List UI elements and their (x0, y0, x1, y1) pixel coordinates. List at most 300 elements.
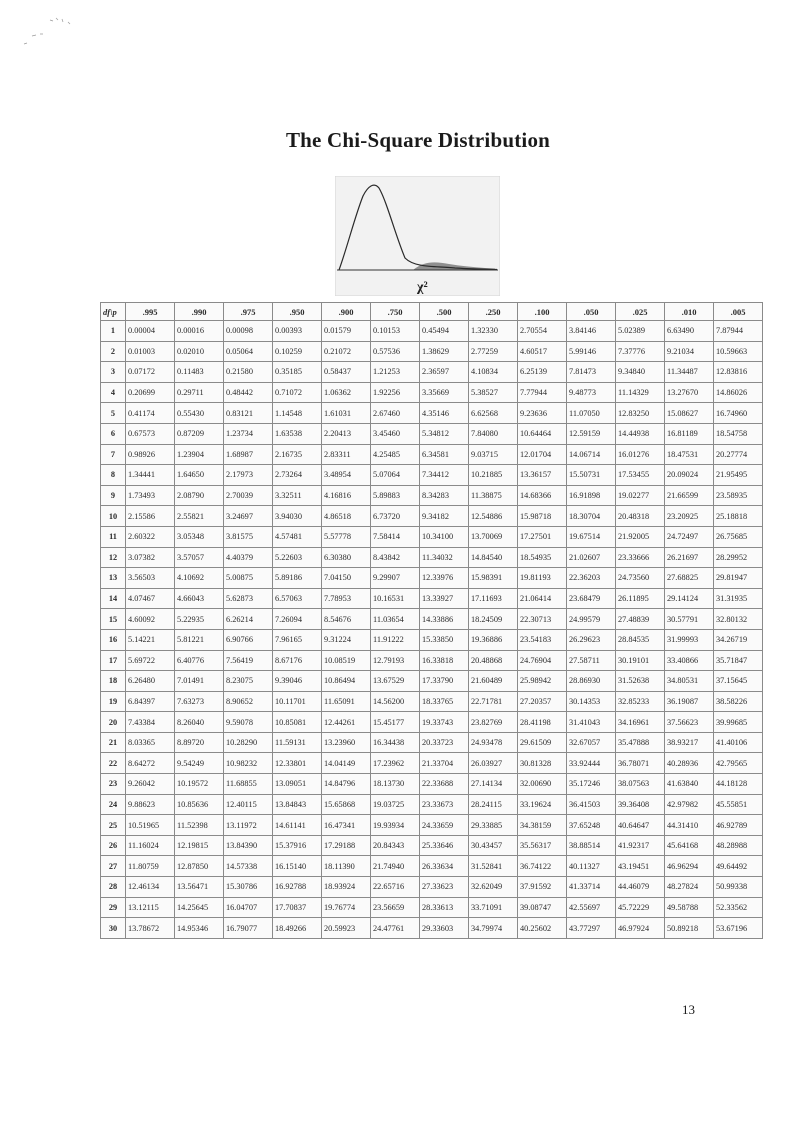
table-cell: 17.33790 (420, 671, 469, 692)
chi-square-curve-figure (335, 176, 500, 296)
df-cell: 24 (101, 794, 126, 815)
table-cell: 28.24115 (469, 794, 518, 815)
table-cell: 0.00016 (175, 321, 224, 342)
table-cell: 39.99685 (714, 712, 763, 733)
table-cell: 14.95346 (175, 918, 224, 939)
table-cell: 1.68987 (224, 444, 273, 465)
table-cell: 14.57338 (224, 856, 273, 877)
table-cell: 27.58711 (567, 650, 616, 671)
table-cell: 16.74960 (714, 403, 763, 424)
column-header: .250 (469, 303, 518, 321)
table-row (101, 691, 763, 712)
table-cell: 16.01276 (616, 444, 665, 465)
table-cell: 8.89720 (175, 732, 224, 753)
table-cell: 1.64650 (175, 465, 224, 486)
table-row (101, 506, 763, 527)
table-cell: 37.91592 (518, 877, 567, 898)
table-cell: 4.35146 (420, 403, 469, 424)
table-cell: 0.21072 (322, 341, 371, 362)
table-cell: 0.57536 (371, 341, 420, 362)
table-cell: 14.68366 (518, 485, 567, 506)
table-cell: 8.03365 (126, 732, 175, 753)
table-cell: 38.58226 (714, 691, 763, 712)
table-cell: 23.68479 (567, 588, 616, 609)
table-cell: 0.29711 (175, 382, 224, 403)
table-cell: 16.04707 (224, 897, 273, 918)
table-cell: 44.18128 (714, 774, 763, 795)
table-cell: 1.06362 (322, 382, 371, 403)
table-cell: 28.86930 (567, 671, 616, 692)
table-cell: 18.13730 (371, 774, 420, 795)
table-cell: 2.73264 (273, 465, 322, 486)
table-row (101, 341, 763, 362)
table-cell: 1.34441 (126, 465, 175, 486)
table-cell: 22.33688 (420, 774, 469, 795)
table-cell: 30.57791 (665, 609, 714, 630)
table-cell: 7.58414 (371, 526, 420, 547)
table-cell: 8.43842 (371, 547, 420, 568)
table-cell: 5.89883 (371, 485, 420, 506)
table-cell: 13.67529 (371, 671, 420, 692)
table-cell: 0.07172 (126, 362, 175, 383)
df-cell: 10 (101, 506, 126, 527)
table-cell: 42.97982 (665, 794, 714, 815)
table-cell: 1.61031 (322, 403, 371, 424)
table-cell: 2.36597 (420, 362, 469, 383)
figure-background (335, 176, 500, 296)
table-cell: 20.33723 (420, 732, 469, 753)
table-cell: 7.81473 (567, 362, 616, 383)
table-cell: 18.24509 (469, 609, 518, 630)
df-cell: 14 (101, 588, 126, 609)
table-cell: 37.15645 (714, 671, 763, 692)
table-row (101, 444, 763, 465)
table-cell: 20.48318 (616, 506, 665, 527)
table-cell: 16.15140 (273, 856, 322, 877)
column-header: .750 (371, 303, 420, 321)
table-row (101, 877, 763, 898)
table-cell: 7.26094 (273, 609, 322, 630)
table-cell: 30.19101 (616, 650, 665, 671)
table-cell: 13.70069 (469, 526, 518, 547)
table-row (101, 835, 763, 856)
table-cell: 6.34581 (420, 444, 469, 465)
table-cell: 18.54758 (714, 423, 763, 444)
table-cell: 2.77259 (469, 341, 518, 362)
table-header-row (101, 303, 763, 321)
table-cell: 4.86518 (322, 506, 371, 527)
table-cell: 38.88514 (567, 835, 616, 856)
table-cell: 21.92005 (616, 526, 665, 547)
table-cell: 35.47888 (616, 732, 665, 753)
table-cell: 9.29907 (371, 568, 420, 589)
table-cell: 8.34283 (420, 485, 469, 506)
table-cell: 10.98232 (224, 753, 273, 774)
table-cell: 37.56623 (665, 712, 714, 733)
table-cell: 21.02607 (567, 547, 616, 568)
table-cell: 19.67514 (567, 526, 616, 547)
table-row (101, 712, 763, 733)
table-cell: 7.77944 (518, 382, 567, 403)
table-cell: 40.64647 (616, 815, 665, 836)
table-cell: 7.63273 (175, 691, 224, 712)
table-cell: 12.83816 (714, 362, 763, 383)
table-cell: 39.08747 (518, 897, 567, 918)
table-cell: 20.84343 (371, 835, 420, 856)
table-cell: 33.40866 (665, 650, 714, 671)
table-cell: 26.75685 (714, 526, 763, 547)
table-cell: 1.92256 (371, 382, 420, 403)
table-cell: 45.55851 (714, 794, 763, 815)
table-cell: 0.10153 (371, 321, 420, 342)
table-cell: 11.80759 (126, 856, 175, 877)
table-cell: 1.38629 (420, 341, 469, 362)
table-cell: 12.54886 (469, 506, 518, 527)
table-cell: 38.93217 (665, 732, 714, 753)
table-cell: 7.01491 (175, 671, 224, 692)
table-row (101, 671, 763, 692)
table-cell: 3.32511 (273, 485, 322, 506)
table-cell: 13.33927 (420, 588, 469, 609)
table-cell: 4.57481 (273, 526, 322, 547)
table-cell: 31.41043 (567, 712, 616, 733)
table-cell: 11.07050 (567, 403, 616, 424)
table-cell: 10.28290 (224, 732, 273, 753)
table-cell: 7.34412 (420, 465, 469, 486)
table-cell: 50.99338 (714, 877, 763, 898)
table-cell: 2.67460 (371, 403, 420, 424)
table-cell: 48.27824 (665, 877, 714, 898)
table-cell: 37.65248 (567, 815, 616, 836)
table-cell: 18.30704 (567, 506, 616, 527)
table-cell: 31.99993 (665, 629, 714, 650)
table-cell: 10.19572 (175, 774, 224, 795)
table-cell: 9.23636 (518, 403, 567, 424)
table-cell: 11.91222 (371, 629, 420, 650)
table-cell: 44.46079 (616, 877, 665, 898)
table-cell: 30.81328 (518, 753, 567, 774)
column-header: .500 (420, 303, 469, 321)
table-cell: 49.64492 (714, 856, 763, 877)
table-cell: 2.17973 (224, 465, 273, 486)
df-cell: 27 (101, 856, 126, 877)
table-cell: 4.10834 (469, 362, 518, 383)
table-cell: 10.11701 (273, 691, 322, 712)
table-cell: 28.84535 (616, 629, 665, 650)
table-cell: 0.55430 (175, 403, 224, 424)
table-cell: 9.59078 (224, 712, 273, 733)
table-cell: 36.74122 (518, 856, 567, 877)
table-cell: 52.33562 (714, 897, 763, 918)
table-row (101, 918, 763, 939)
df-cell: 6 (101, 423, 126, 444)
table-cell: 22.65716 (371, 877, 420, 898)
page-number: 13 (682, 1002, 695, 1017)
table-cell: 8.26040 (175, 712, 224, 733)
table-cell: 11.03654 (371, 609, 420, 630)
table-cell: 17.23962 (371, 753, 420, 774)
table-cell: 5.22935 (175, 609, 224, 630)
table-cell: 13.12115 (126, 897, 175, 918)
table-cell: 11.65091 (322, 691, 371, 712)
table-cell: 27.20357 (518, 691, 567, 712)
table-cell: 24.73560 (616, 568, 665, 589)
table-cell: 12.40115 (224, 794, 273, 815)
table-cell: 30.14353 (567, 691, 616, 712)
table-cell: 3.35669 (420, 382, 469, 403)
table-cell: 53.67196 (714, 918, 763, 939)
table-cell: 10.34100 (420, 526, 469, 547)
table-cell: 6.73720 (371, 506, 420, 527)
table-row (101, 526, 763, 547)
table-cell: 9.21034 (665, 341, 714, 362)
table-cell: 3.84146 (567, 321, 616, 342)
table-cell: 11.34487 (665, 362, 714, 383)
table-cell: 5.62873 (224, 588, 273, 609)
table-cell: 41.40106 (714, 732, 763, 753)
table-cell: 20.48868 (469, 650, 518, 671)
table-cell: 6.40776 (175, 650, 224, 671)
df-cell: 13 (101, 568, 126, 589)
table-cell: 33.92444 (567, 753, 616, 774)
column-header: .995 (126, 303, 175, 321)
table-row (101, 588, 763, 609)
table-cell: 23.54183 (518, 629, 567, 650)
table-cell: 18.33765 (420, 691, 469, 712)
table-cell: 0.00004 (126, 321, 175, 342)
table-cell: 0.67573 (126, 423, 175, 444)
table-cell: 1.32330 (469, 321, 518, 342)
df-cell: 3 (101, 362, 126, 383)
df-cell: 26 (101, 835, 126, 856)
table-cell: 23.20925 (665, 506, 714, 527)
table-cell: 9.54249 (175, 753, 224, 774)
table-row (101, 465, 763, 486)
table-cell: 8.64272 (126, 753, 175, 774)
table-cell: 29.81947 (714, 568, 763, 589)
table-cell: 5.38527 (469, 382, 518, 403)
table-cell: 4.66043 (175, 588, 224, 609)
table-cell: 26.33634 (420, 856, 469, 877)
table-cell: 11.59131 (273, 732, 322, 753)
table-cell: 40.11327 (567, 856, 616, 877)
table-cell: 9.39046 (273, 671, 322, 692)
table-cell: 20.09024 (665, 465, 714, 486)
df-cell: 4 (101, 382, 126, 403)
table-cell: 2.70039 (224, 485, 273, 506)
column-header: .005 (714, 303, 763, 321)
table-cell: 5.99146 (567, 341, 616, 362)
table-cell: 9.88623 (126, 794, 175, 815)
table-cell: 11.16024 (126, 835, 175, 856)
table-cell: 7.78953 (322, 588, 371, 609)
table-cell: 50.89218 (665, 918, 714, 939)
table-cell: 5.69722 (126, 650, 175, 671)
table-cell: 5.89186 (273, 568, 322, 589)
table-cell: 7.04150 (322, 568, 371, 589)
table-cell: 1.23904 (175, 444, 224, 465)
chi-square-table-wrapper (100, 302, 763, 939)
table-cell: 45.72229 (616, 897, 665, 918)
table-cell: 5.02389 (616, 321, 665, 342)
table-cell: 15.37916 (273, 835, 322, 856)
table-cell: 12.59159 (567, 423, 616, 444)
table-cell: 10.85081 (273, 712, 322, 733)
table-cell: 10.59663 (714, 341, 763, 362)
table-row (101, 568, 763, 589)
table-cell: 2.60322 (126, 526, 175, 547)
table-cell: 17.11693 (469, 588, 518, 609)
table-cell: 13.23960 (322, 732, 371, 753)
table-cell: 1.23734 (224, 423, 273, 444)
table-cell: 5.14221 (126, 629, 175, 650)
table-cell: 23.33673 (420, 794, 469, 815)
df-cell: 2 (101, 341, 126, 362)
table-cell: 45.64168 (665, 835, 714, 856)
table-cell: 4.60092 (126, 609, 175, 630)
table-cell: 3.05348 (175, 526, 224, 547)
table-cell: 2.15586 (126, 506, 175, 527)
table-cell: 7.37776 (616, 341, 665, 362)
table-cell: 33.71091 (469, 897, 518, 918)
table-cell: 18.93924 (322, 877, 371, 898)
table-cell: 14.44938 (616, 423, 665, 444)
table-cell: 21.74940 (371, 856, 420, 877)
table-cell: 14.84540 (469, 547, 518, 568)
table-cell: 41.63840 (665, 774, 714, 795)
table-cell: 14.25645 (175, 897, 224, 918)
table-cell: 4.10692 (175, 568, 224, 589)
table-cell: 26.11895 (616, 588, 665, 609)
column-header: .900 (322, 303, 371, 321)
table-row (101, 650, 763, 671)
table-cell: 0.20699 (126, 382, 175, 403)
table-row (101, 815, 763, 836)
table-cell: 4.40379 (224, 547, 273, 568)
table-cell: 14.56200 (371, 691, 420, 712)
table-cell: 44.31410 (665, 815, 714, 836)
table-cell: 29.14124 (665, 588, 714, 609)
df-cell: 20 (101, 712, 126, 733)
table-row (101, 382, 763, 403)
table-cell: 14.06714 (567, 444, 616, 465)
table-cell: 23.56659 (371, 897, 420, 918)
table-row (101, 774, 763, 795)
table-cell: 3.57057 (175, 547, 224, 568)
table-cell: 19.93934 (371, 815, 420, 836)
df-cell: 22 (101, 753, 126, 774)
table-cell: 35.17246 (567, 774, 616, 795)
table-cell: 23.58935 (714, 485, 763, 506)
table-cell: 7.56419 (224, 650, 273, 671)
table-cell: 0.87209 (175, 423, 224, 444)
table-cell: 14.61141 (273, 815, 322, 836)
df-cell: 25 (101, 815, 126, 836)
table-cell: 8.90652 (224, 691, 273, 712)
table-cell: 7.84080 (469, 423, 518, 444)
table-cell: 17.29188 (322, 835, 371, 856)
table-cell: 16.47341 (322, 815, 371, 836)
table-cell: 6.30380 (322, 547, 371, 568)
table-cell: 1.14548 (273, 403, 322, 424)
table-cell: 9.03715 (469, 444, 518, 465)
table-cell: 0.35185 (273, 362, 322, 383)
table-cell: 40.25602 (518, 918, 567, 939)
table-cell: 13.84390 (224, 835, 273, 856)
table-cell: 38.07563 (616, 774, 665, 795)
table-cell: 17.27501 (518, 526, 567, 547)
table-cell: 29.33885 (469, 815, 518, 836)
table-cell: 27.48839 (616, 609, 665, 630)
table-cell: 9.31224 (322, 629, 371, 650)
table-cell: 15.50731 (567, 465, 616, 486)
table-cell: 21.66599 (665, 485, 714, 506)
table-cell: 13.36157 (518, 465, 567, 486)
df-cell: 16 (101, 629, 126, 650)
table-cell: 32.85233 (616, 691, 665, 712)
table-cell: 10.64464 (518, 423, 567, 444)
table-cell: 0.01003 (126, 341, 175, 362)
table-cell: 24.93478 (469, 732, 518, 753)
table-cell: 18.49266 (273, 918, 322, 939)
table-cell: 3.81575 (224, 526, 273, 547)
table-cell: 19.36886 (469, 629, 518, 650)
table-cell: 39.36408 (616, 794, 665, 815)
table-cell: 25.98942 (518, 671, 567, 692)
column-header: .990 (175, 303, 224, 321)
table-cell: 3.45460 (371, 423, 420, 444)
table-cell: 14.04149 (322, 753, 371, 774)
table-cell: 23.33666 (616, 547, 665, 568)
table-cell: 22.71781 (469, 691, 518, 712)
table-cell: 25.18818 (714, 506, 763, 527)
df-cell: 30 (101, 918, 126, 939)
table-cell: 34.79974 (469, 918, 518, 939)
table-cell: 34.38159 (518, 815, 567, 836)
df-cell: 23 (101, 774, 126, 795)
table-cell: 9.34840 (616, 362, 665, 383)
table-cell: 29.61509 (518, 732, 567, 753)
table-cell: 0.21580 (224, 362, 273, 383)
table-row (101, 794, 763, 815)
table-row (101, 629, 763, 650)
table-body (101, 321, 763, 939)
table-cell: 3.24697 (224, 506, 273, 527)
table-cell: 5.34812 (420, 423, 469, 444)
table-row (101, 753, 763, 774)
table-cell: 34.80531 (665, 671, 714, 692)
table-cell: 5.22603 (273, 547, 322, 568)
table-row (101, 547, 763, 568)
table-cell: 1.73493 (126, 485, 175, 506)
table-cell: 31.31935 (714, 588, 763, 609)
table-cell: 14.84796 (322, 774, 371, 795)
table-cell: 20.59923 (322, 918, 371, 939)
table-cell: 16.79077 (224, 918, 273, 939)
table-cell: 13.78672 (126, 918, 175, 939)
df-cell: 7 (101, 444, 126, 465)
column-header: .100 (518, 303, 567, 321)
table-cell: 0.98926 (126, 444, 175, 465)
table-cell: 6.62568 (469, 403, 518, 424)
column-header: .050 (567, 303, 616, 321)
table-cell: 15.33850 (420, 629, 469, 650)
table-cell: 15.65868 (322, 794, 371, 815)
table-row (101, 856, 763, 877)
table-cell: 2.16735 (273, 444, 322, 465)
df-cell: 5 (101, 403, 126, 424)
table-cell: 6.84397 (126, 691, 175, 712)
